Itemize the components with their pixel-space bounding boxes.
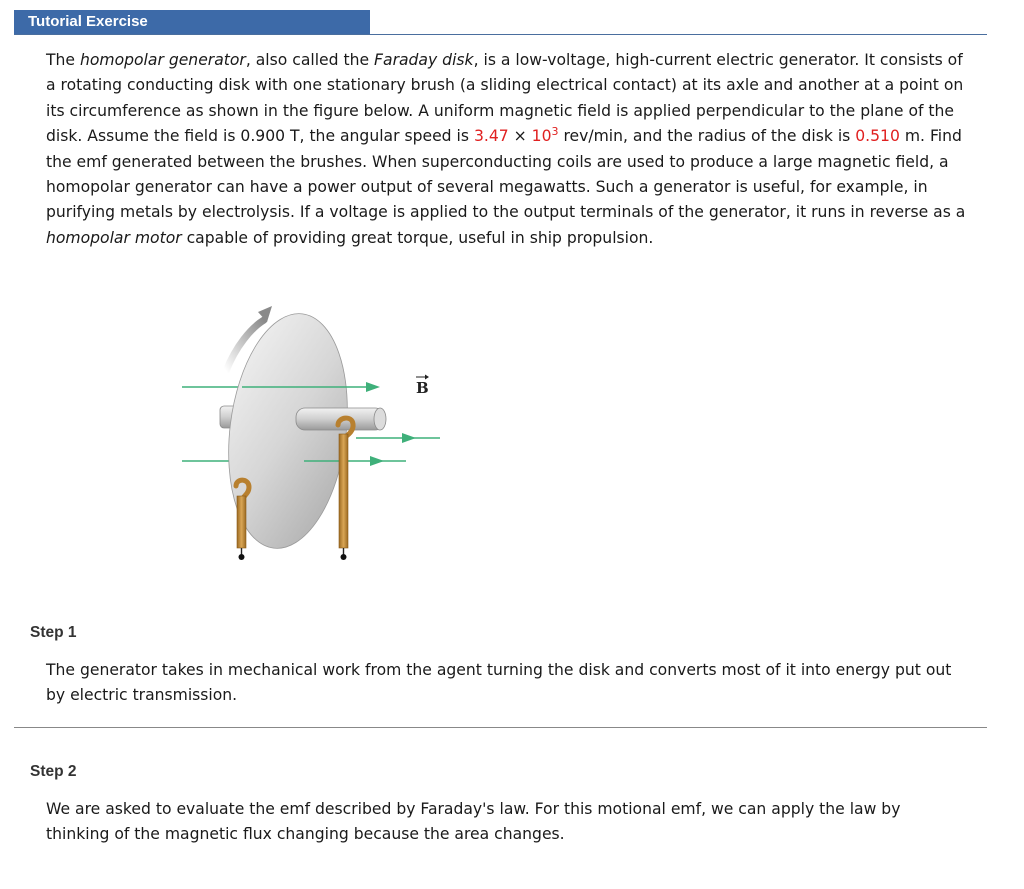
field-arrowhead-icon <box>402 433 416 443</box>
faraday-disk-diagram <box>176 298 448 574</box>
axle-brush <box>339 434 348 548</box>
term-homopolar-generator: homopolar generator <box>79 51 246 69</box>
axle-end <box>374 408 386 430</box>
step-2-label: Step 2 <box>30 763 77 780</box>
power-exponent: 3 <box>551 125 559 139</box>
problem-text: capable of providing great torque, useful in ship propulsion. <box>181 228 654 247</box>
power-base: 10 <box>531 127 552 146</box>
problem-text: , also called the <box>245 51 375 69</box>
problem-text: rev/min, and the radius of the disk is <box>558 127 856 146</box>
step-1-label: Step 1 <box>30 624 77 641</box>
field-arrowhead-icon <box>370 456 384 466</box>
field-arrowhead-icon <box>366 382 380 392</box>
rim-brush <box>237 496 246 548</box>
field-label-b: B <box>416 379 429 397</box>
problem-paragraph <box>46 48 966 251</box>
step-1-text: The generator takes in mechanical work from the agent turning the disk and converts most of it into energy put out by electric transmission. <box>46 661 952 705</box>
problem-text: , is a low-voltage, high-current electric generator. It consists of a rotating conducting disk with one stationary brush (a sliding electrical contact) at its axle and another at a point on its circumference as shown in the figure below. A uniform magnetic field is applied perpendicular to the plane of the disk. Assume the field is 0.900 T, the angular speed is <box>46 51 964 146</box>
times-sign: × <box>508 127 532 146</box>
faraday-disk-figure <box>176 298 448 574</box>
step-2-text: We are asked to evaluate the emf described by Faraday's law. For this motional emf, we can apply the law by thinking of the magnetic flux changing because the area changes. <box>46 800 901 844</box>
exercise-header <box>14 10 987 35</box>
problem-statement <box>46 48 966 251</box>
term-faraday-disk: Faraday disk <box>374 51 474 69</box>
angular-speed-value: 3.47 <box>473 127 509 146</box>
power-of-ten <box>532 127 559 145</box>
step-divider <box>14 727 987 728</box>
output-terminal <box>239 554 245 560</box>
problem-text: The <box>46 51 80 69</box>
problem-text: m. Find the emf generated between the brushes. When superconducting coils are used to produce a large magnetic field, a homopolar generator can have a power output of several megawatts. Such a generator is useful, for example, in purifying metals by electrolysis. If a voltage is applied to the output terminals of the generator, it runs in reverse as a <box>46 127 966 222</box>
radius-value: 0.510 <box>855 127 900 146</box>
exercise-title: Tutorial Exercise <box>14 10 370 34</box>
output-terminal <box>341 554 347 560</box>
term-homopolar-motor: homopolar motor <box>46 228 182 247</box>
